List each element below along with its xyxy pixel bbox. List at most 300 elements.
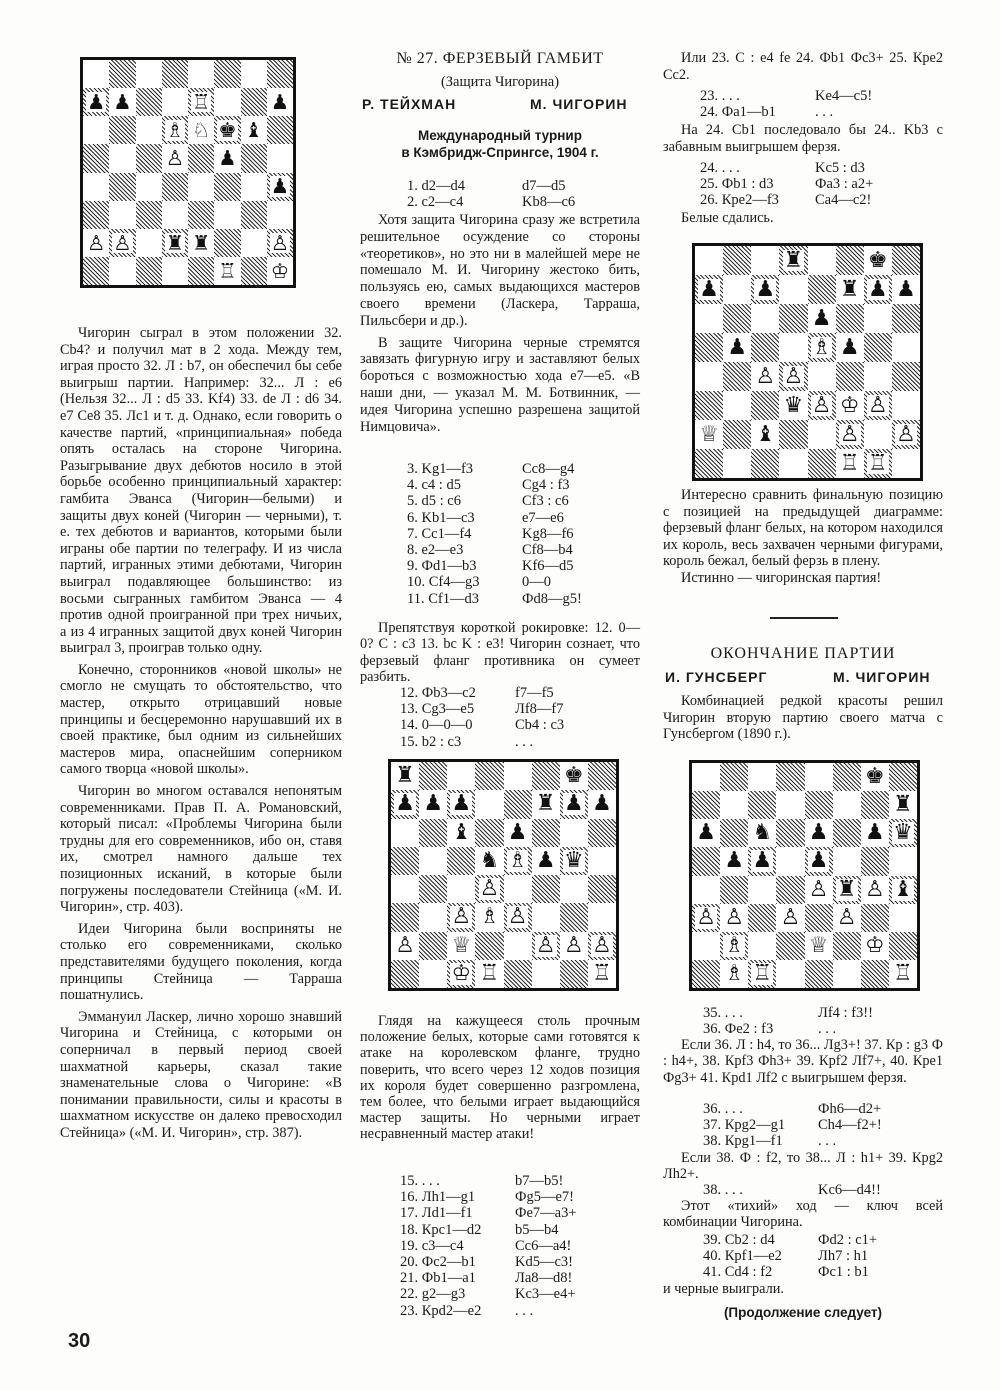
board-square (214, 116, 240, 144)
board-square (779, 275, 807, 304)
black-rook-icon: ♜ (165, 230, 185, 255)
black-pawn-icon: ♟ (86, 89, 106, 114)
move-row (400, 734, 564, 750)
paragraph: В защите Чигорина черные стремятся завязать фигурную игру и заставляют белых бороться с возможностью хода e7—e5. «В наши дни, — указал М. М. Ботвинник, — идея Чигорина успешно разрешена защитой Нимцовича». (360, 334, 640, 435)
black-rook-icon: ♜ (535, 791, 556, 817)
white-move: 18. Крc1—d2 (400, 1221, 482, 1238)
board-square (447, 903, 475, 931)
white-move: 35. . . . (703, 1005, 743, 1021)
board-square (136, 60, 162, 88)
paragraph: Если 38. Ф : f2, то 38... Л : h1+ 39. Крg2 Лh2+. (663, 1150, 943, 1183)
board-square (83, 116, 109, 144)
board-square (504, 875, 532, 903)
white-pawn-icon: ♙ (451, 904, 472, 930)
right-text-3 (663, 210, 943, 227)
black-move: . . . (815, 104, 834, 121)
paragraph: Интересно сравнить финальную позицию с позицией на предыдущей диаграмме: ферзевый фланг белых, на котором находился их король, весь захвачен черными фигурами, король бежал, белый ферзь в плену. (663, 487, 943, 569)
black-pawn-icon: ♟ (839, 334, 860, 360)
board-square (83, 144, 109, 172)
black-pawn-icon: ♟ (563, 791, 584, 817)
board-square (751, 275, 779, 304)
board-square (162, 173, 188, 201)
black-king-icon: ♚ (864, 764, 885, 790)
paragraph: Белые сдались. (681, 210, 774, 226)
board-square (241, 173, 267, 201)
black-move: Kf6—d5 (522, 558, 574, 575)
board-square (504, 847, 532, 875)
board-square (588, 790, 616, 818)
white-pawn-icon: ♙ (165, 146, 185, 171)
board-square (748, 763, 776, 791)
game-title: № 27. ФЕРЗЕВЫЙ ГАМБИТ (396, 50, 604, 67)
board-square (475, 960, 503, 988)
chess-diagram-2 (388, 759, 619, 991)
white-move: 19. c3—c4 (400, 1237, 464, 1254)
board-square (162, 144, 188, 172)
black-move: Ke4—c5! (815, 88, 873, 104)
board-square (748, 932, 776, 960)
board-square (475, 875, 503, 903)
white-bishop-icon: ♗ (507, 847, 528, 873)
board-square (695, 362, 723, 391)
board-square (188, 229, 214, 257)
board-square (748, 791, 776, 819)
board-square (109, 257, 135, 285)
right-text-2 (663, 122, 943, 155)
white-bishop-icon: ♗ (165, 118, 185, 143)
black-move: Фc1 : b1 (818, 1264, 869, 1281)
white-queen-icon: ♕ (699, 421, 719, 447)
board-square (419, 847, 447, 875)
move-row (703, 1117, 882, 1133)
board-square (808, 362, 836, 391)
board-square (751, 420, 779, 449)
black-player: М. ЧИГОРИН (833, 669, 931, 685)
board-square (136, 229, 162, 257)
black-move: Cf3 : c6 (522, 493, 569, 510)
board-square (162, 60, 188, 88)
board-square (892, 449, 920, 478)
move-list (700, 160, 873, 209)
board-square (188, 173, 214, 201)
board-square (695, 246, 723, 275)
board-square (267, 229, 293, 257)
black-bishop-icon: ♝ (451, 819, 472, 845)
board-square (588, 960, 616, 988)
white-move: 3. Kg1—f3 (407, 461, 474, 477)
black-move: Фa3 : a2+ (815, 176, 874, 193)
board-square (419, 932, 447, 960)
board-square (723, 333, 751, 362)
white-move: 2. c2—c4 (407, 194, 464, 211)
board-square (532, 762, 560, 790)
event-line-1: Международный турнир (418, 128, 582, 143)
black-move: Cb4 : c3 (515, 717, 565, 734)
board-square (267, 60, 293, 88)
board-square (720, 763, 748, 791)
board-square (805, 819, 833, 847)
continued-note: (Продолжение следует) (723, 1305, 883, 1320)
black-knight-icon: ♞ (479, 847, 500, 873)
move-row (703, 1182, 881, 1198)
board-square (836, 391, 864, 420)
board-square (805, 847, 833, 875)
board-square (391, 762, 419, 790)
board-square (776, 876, 804, 904)
move-row (407, 477, 582, 493)
white-queen-icon: ♕ (451, 932, 472, 958)
black-pawn-icon: ♟ (752, 848, 773, 874)
board-square (889, 847, 917, 875)
board-square (475, 819, 503, 847)
board-square (560, 847, 588, 875)
board-square (532, 960, 560, 988)
white-pawn-icon: ♙ (507, 904, 528, 930)
board-square (833, 819, 861, 847)
white-move: 16. Лh1—g1 (400, 1189, 476, 1206)
white-rook-icon: ♖ (867, 450, 888, 476)
board-square (805, 904, 833, 932)
board-square (692, 932, 720, 960)
move-row (400, 1205, 577, 1221)
board-square (588, 762, 616, 790)
board-square (836, 333, 864, 362)
board-square (836, 362, 864, 391)
white-move: 11. Cf1—d3 (407, 590, 479, 607)
move-row (407, 461, 582, 477)
board-square (751, 362, 779, 391)
black-move: Kc6—d4!! (818, 1182, 881, 1198)
board-square (267, 144, 293, 172)
paragraph: Этот «тихий» ход — ключ всей комбинации Чигорина. (663, 1198, 943, 1231)
board-square (751, 333, 779, 362)
board-square (805, 791, 833, 819)
board-square (776, 819, 804, 847)
white-pawn-icon: ♙ (780, 904, 801, 930)
board-square (889, 763, 917, 791)
white-move: 23. . . . (700, 88, 740, 104)
black-pawn-icon: ♟ (896, 276, 916, 302)
black-move: d7—d5 (522, 178, 566, 194)
white-move: 38. . . . (703, 1182, 743, 1198)
move-row (703, 1101, 882, 1117)
board-square (692, 791, 720, 819)
board-square (836, 304, 864, 333)
black-bishop-icon: ♝ (893, 876, 913, 902)
board-square (720, 791, 748, 819)
board-square (889, 876, 917, 904)
move-row (703, 1021, 873, 1037)
move-row (700, 88, 872, 104)
board-square (162, 116, 188, 144)
board-square (864, 304, 892, 333)
board-square (692, 960, 720, 988)
board-square (214, 144, 240, 172)
board-square (776, 791, 804, 819)
white-move: 21. Фb1—a1 (400, 1270, 476, 1287)
board-square (560, 819, 588, 847)
white-bishop-icon: ♗ (479, 904, 500, 930)
black-pawn-icon: ♟ (270, 89, 290, 114)
white-move: 6. Kb1—c3 (407, 509, 475, 526)
board-square (504, 932, 532, 960)
board-square (241, 60, 267, 88)
move-row (400, 1270, 577, 1286)
move-row (407, 542, 582, 558)
white-rook-icon: ♖ (218, 258, 237, 283)
board-square (391, 875, 419, 903)
move-row (400, 701, 564, 717)
board-square (504, 960, 532, 988)
board-square (188, 60, 214, 88)
board-square (188, 144, 214, 172)
paragraph: Препятствуя короткой рокировке: 12. 0—0? C : c3 13. bc K : e3! Чигорин сознает, что ферзевый фланг противника он сумеет разбить. (360, 620, 640, 685)
black-move: Фd8—g5! (522, 590, 582, 607)
board-square (864, 333, 892, 362)
board-square (779, 420, 807, 449)
board-square (214, 60, 240, 88)
white-king-icon: ♔ (839, 392, 860, 418)
board-square (836, 275, 864, 304)
board-square (447, 847, 475, 875)
board-square (779, 391, 807, 420)
white-pawn-icon: ♙ (839, 421, 860, 447)
white-king-icon: ♔ (270, 258, 290, 283)
board-square (241, 144, 267, 172)
board-square (560, 790, 588, 818)
move-row (400, 1286, 577, 1302)
white-rook-icon: ♖ (191, 89, 211, 114)
board-square (109, 60, 135, 88)
black-move: Лf4 : f3!! (818, 1005, 873, 1021)
board-square (532, 790, 560, 818)
board-square (560, 762, 588, 790)
board-square (808, 246, 836, 275)
board-square (692, 847, 720, 875)
black-move: Kc3—e4+ (515, 1286, 576, 1303)
white-bishop-icon: ♗ (811, 334, 832, 360)
white-move: 26. Крe2—f3 (700, 192, 779, 209)
white-pawn-icon: ♙ (755, 363, 776, 389)
black-move: b5—b4 (515, 1221, 559, 1238)
board-square (419, 875, 447, 903)
white-move: 14. 0—0—0 (400, 717, 473, 734)
black-move: Cf8—b4 (522, 542, 573, 559)
board-square (83, 173, 109, 201)
white-rook-icon: ♖ (893, 960, 913, 986)
white-move: 10. Cf4—g3 (407, 574, 480, 591)
right-text-4 (663, 487, 943, 586)
move-row (400, 685, 564, 701)
white-move: 36. Фe2 : f3 (703, 1021, 774, 1038)
board-square (861, 763, 889, 791)
white-move: 5. d5 : c6 (407, 493, 461, 510)
board-square (241, 116, 267, 144)
black-pawn-icon: ♟ (395, 791, 415, 817)
board-square (419, 819, 447, 847)
white-move: 8. e2—e3 (407, 542, 464, 559)
board-square (776, 763, 804, 791)
board-square (864, 420, 892, 449)
board-square (892, 362, 920, 391)
board-square (560, 932, 588, 960)
board-square (695, 420, 723, 449)
black-move: Фe7—a3+ (515, 1205, 577, 1222)
right-text-6 (663, 1037, 943, 1086)
board-square (861, 960, 889, 988)
board-square (214, 229, 240, 257)
paragraph: Эммануил Ласкер, лично хорошо знавший Чигорина и Стейница, с которыми он соперничал в первый период своей шахматной карьеры, сказал такие знаменательные слова о Чигорине: «В понимании правильности, силы и красоты в шахматном искусстве он далеко превосходил Стейница» («М. И. Чигорин», стр. 387). (60, 1008, 342, 1141)
board-square (723, 246, 751, 275)
move-row (703, 1005, 873, 1021)
right-text-8 (663, 1198, 943, 1231)
board-square (109, 201, 135, 229)
board-square (723, 362, 751, 391)
white-move: 12. Фb3—c2 (400, 685, 476, 701)
board-square (391, 819, 419, 847)
white-player: И. ГУНСБЕРГ (665, 669, 768, 685)
board-square (723, 391, 751, 420)
black-move: Ch4—f2+! (818, 1117, 882, 1134)
paragraph: Комбинацией редкой красоты решил Чигорин вторую партию своего матча с Гунсбергом (1890 г.). (663, 693, 943, 742)
section-title: ОКОНЧАНИЕ ПАРТИИ (710, 645, 896, 662)
white-knight-icon: ♘ (191, 118, 211, 143)
board-square (475, 790, 503, 818)
black-pawn-icon: ♟ (727, 334, 748, 360)
right-text-5 (663, 693, 943, 743)
black-move: Фg5—e7! (515, 1189, 574, 1206)
black-move: f7—f5 (515, 685, 554, 701)
board-square (751, 246, 779, 275)
board-square (720, 904, 748, 932)
white-move: 9. Фd1—b3 (407, 558, 477, 575)
black-move: Cg4 : f3 (522, 477, 570, 494)
move-list (400, 1173, 577, 1319)
board-square (136, 144, 162, 172)
black-queen-icon: ♛ (893, 820, 913, 846)
board-square (241, 229, 267, 257)
black-move: Cc6—a4! (515, 1237, 572, 1254)
board-square (504, 819, 532, 847)
board-square (136, 116, 162, 144)
board-square (808, 420, 836, 449)
black-queen-icon: ♛ (783, 392, 804, 418)
black-rook-icon: ♜ (783, 247, 804, 273)
move-row (407, 493, 582, 509)
board-square (588, 932, 616, 960)
black-move: Kb8—c6 (522, 194, 576, 211)
board-square (83, 257, 109, 285)
board-square (692, 819, 720, 847)
board-square (475, 762, 503, 790)
board-square (419, 903, 447, 931)
board-square (779, 449, 807, 478)
board-square (723, 304, 751, 333)
board-square (776, 847, 804, 875)
move-row (407, 526, 582, 542)
board-square (720, 932, 748, 960)
board-square (864, 449, 892, 478)
white-rook-icon: ♖ (839, 450, 860, 476)
move-row (407, 194, 575, 210)
black-move: Лf8—f7 (515, 701, 564, 718)
black-move: . . . (818, 1133, 837, 1150)
board-square (109, 229, 135, 257)
board-square (889, 932, 917, 960)
move-row (400, 717, 564, 733)
board-square (214, 173, 240, 201)
board-square (695, 275, 723, 304)
board-square (805, 763, 833, 791)
board-square (748, 819, 776, 847)
move-list (700, 88, 872, 120)
board-square (833, 763, 861, 791)
black-move: Лh7 : h1 (818, 1248, 869, 1265)
board-square (776, 932, 804, 960)
black-move: Ca4—c2! (815, 192, 872, 209)
board-square (892, 333, 920, 362)
black-rook-icon: ♜ (839, 276, 860, 302)
board-square (83, 88, 109, 116)
event-line-2: в Кэмбридж-Спрингсе, 1904 г. (401, 145, 599, 160)
board-square (892, 304, 920, 333)
white-move: 13. Cg3—e5 (400, 701, 475, 718)
white-pawn-icon: ♙ (864, 876, 885, 902)
paragraph: и черные выиграли. (663, 1281, 784, 1297)
board-square (267, 173, 293, 201)
black-pawn-icon: ♟ (270, 174, 290, 199)
paragraph: Если 36. Л : h4, то 36... Лg3+! 37. Кр : g3 Ф : h4+, 38. Крf3 Фh3+ 39. Крf2 Лf7+, 40. Крe1 Фg3+ 41. Крd1 Лf2 с выигрышем ферзя. (663, 1037, 943, 1086)
white-move: 17. Лd1—f1 (400, 1205, 473, 1222)
black-queen-icon: ♛ (563, 847, 584, 873)
board-square (588, 875, 616, 903)
white-move: 38. Крg1—f1 (703, 1133, 783, 1150)
paragraph: Конечно, сторонников «новой школы» не смогло не смущать то обстоятельство, что мастер, открыто отрицавший новые принципы и бесцеремонно нарушавший их в своей практике, был одним из сильнейших мастеров мира, опаснейшим соперником самого творца «новой школы». (60, 661, 342, 778)
paragraph: Чигорин во многом оставался непонятым современниками. Прав П. А. Романовский, который писал: «Проблемы Чигорина были трудны для его современников, ибо он, ставя их, смотрел намного дальше тех позиционных исканий, в которые были погружены последователи Стейница («М. И. Чигорин», стр. 403). (60, 783, 342, 916)
board-square (475, 847, 503, 875)
board-square (723, 449, 751, 478)
board-square (720, 876, 748, 904)
board-square (864, 362, 892, 391)
board-square (391, 960, 419, 988)
board-square (136, 257, 162, 285)
board-square (751, 391, 779, 420)
board-square (532, 903, 560, 931)
board-square (83, 201, 109, 229)
board-square (109, 88, 135, 116)
white-move: 15. . . . (400, 1173, 440, 1189)
white-queen-icon: ♕ (808, 932, 829, 958)
move-row (703, 1133, 882, 1149)
board-square (892, 275, 920, 304)
board-square (447, 790, 475, 818)
board-square (475, 903, 503, 931)
white-player: Р. ТЕЙХМАН (362, 96, 457, 112)
white-move: 4. c4 : d5 (407, 477, 461, 494)
black-pawn-icon: ♟ (218, 146, 237, 171)
board-square (532, 932, 560, 960)
board-square (560, 875, 588, 903)
board-square (391, 790, 419, 818)
move-list (703, 1005, 873, 1037)
board-square (836, 449, 864, 478)
board-square (588, 847, 616, 875)
board-square (805, 876, 833, 904)
board-square (475, 932, 503, 960)
board-square (889, 904, 917, 932)
white-move: 22. g2—g3 (400, 1286, 466, 1303)
board-square (214, 257, 240, 285)
